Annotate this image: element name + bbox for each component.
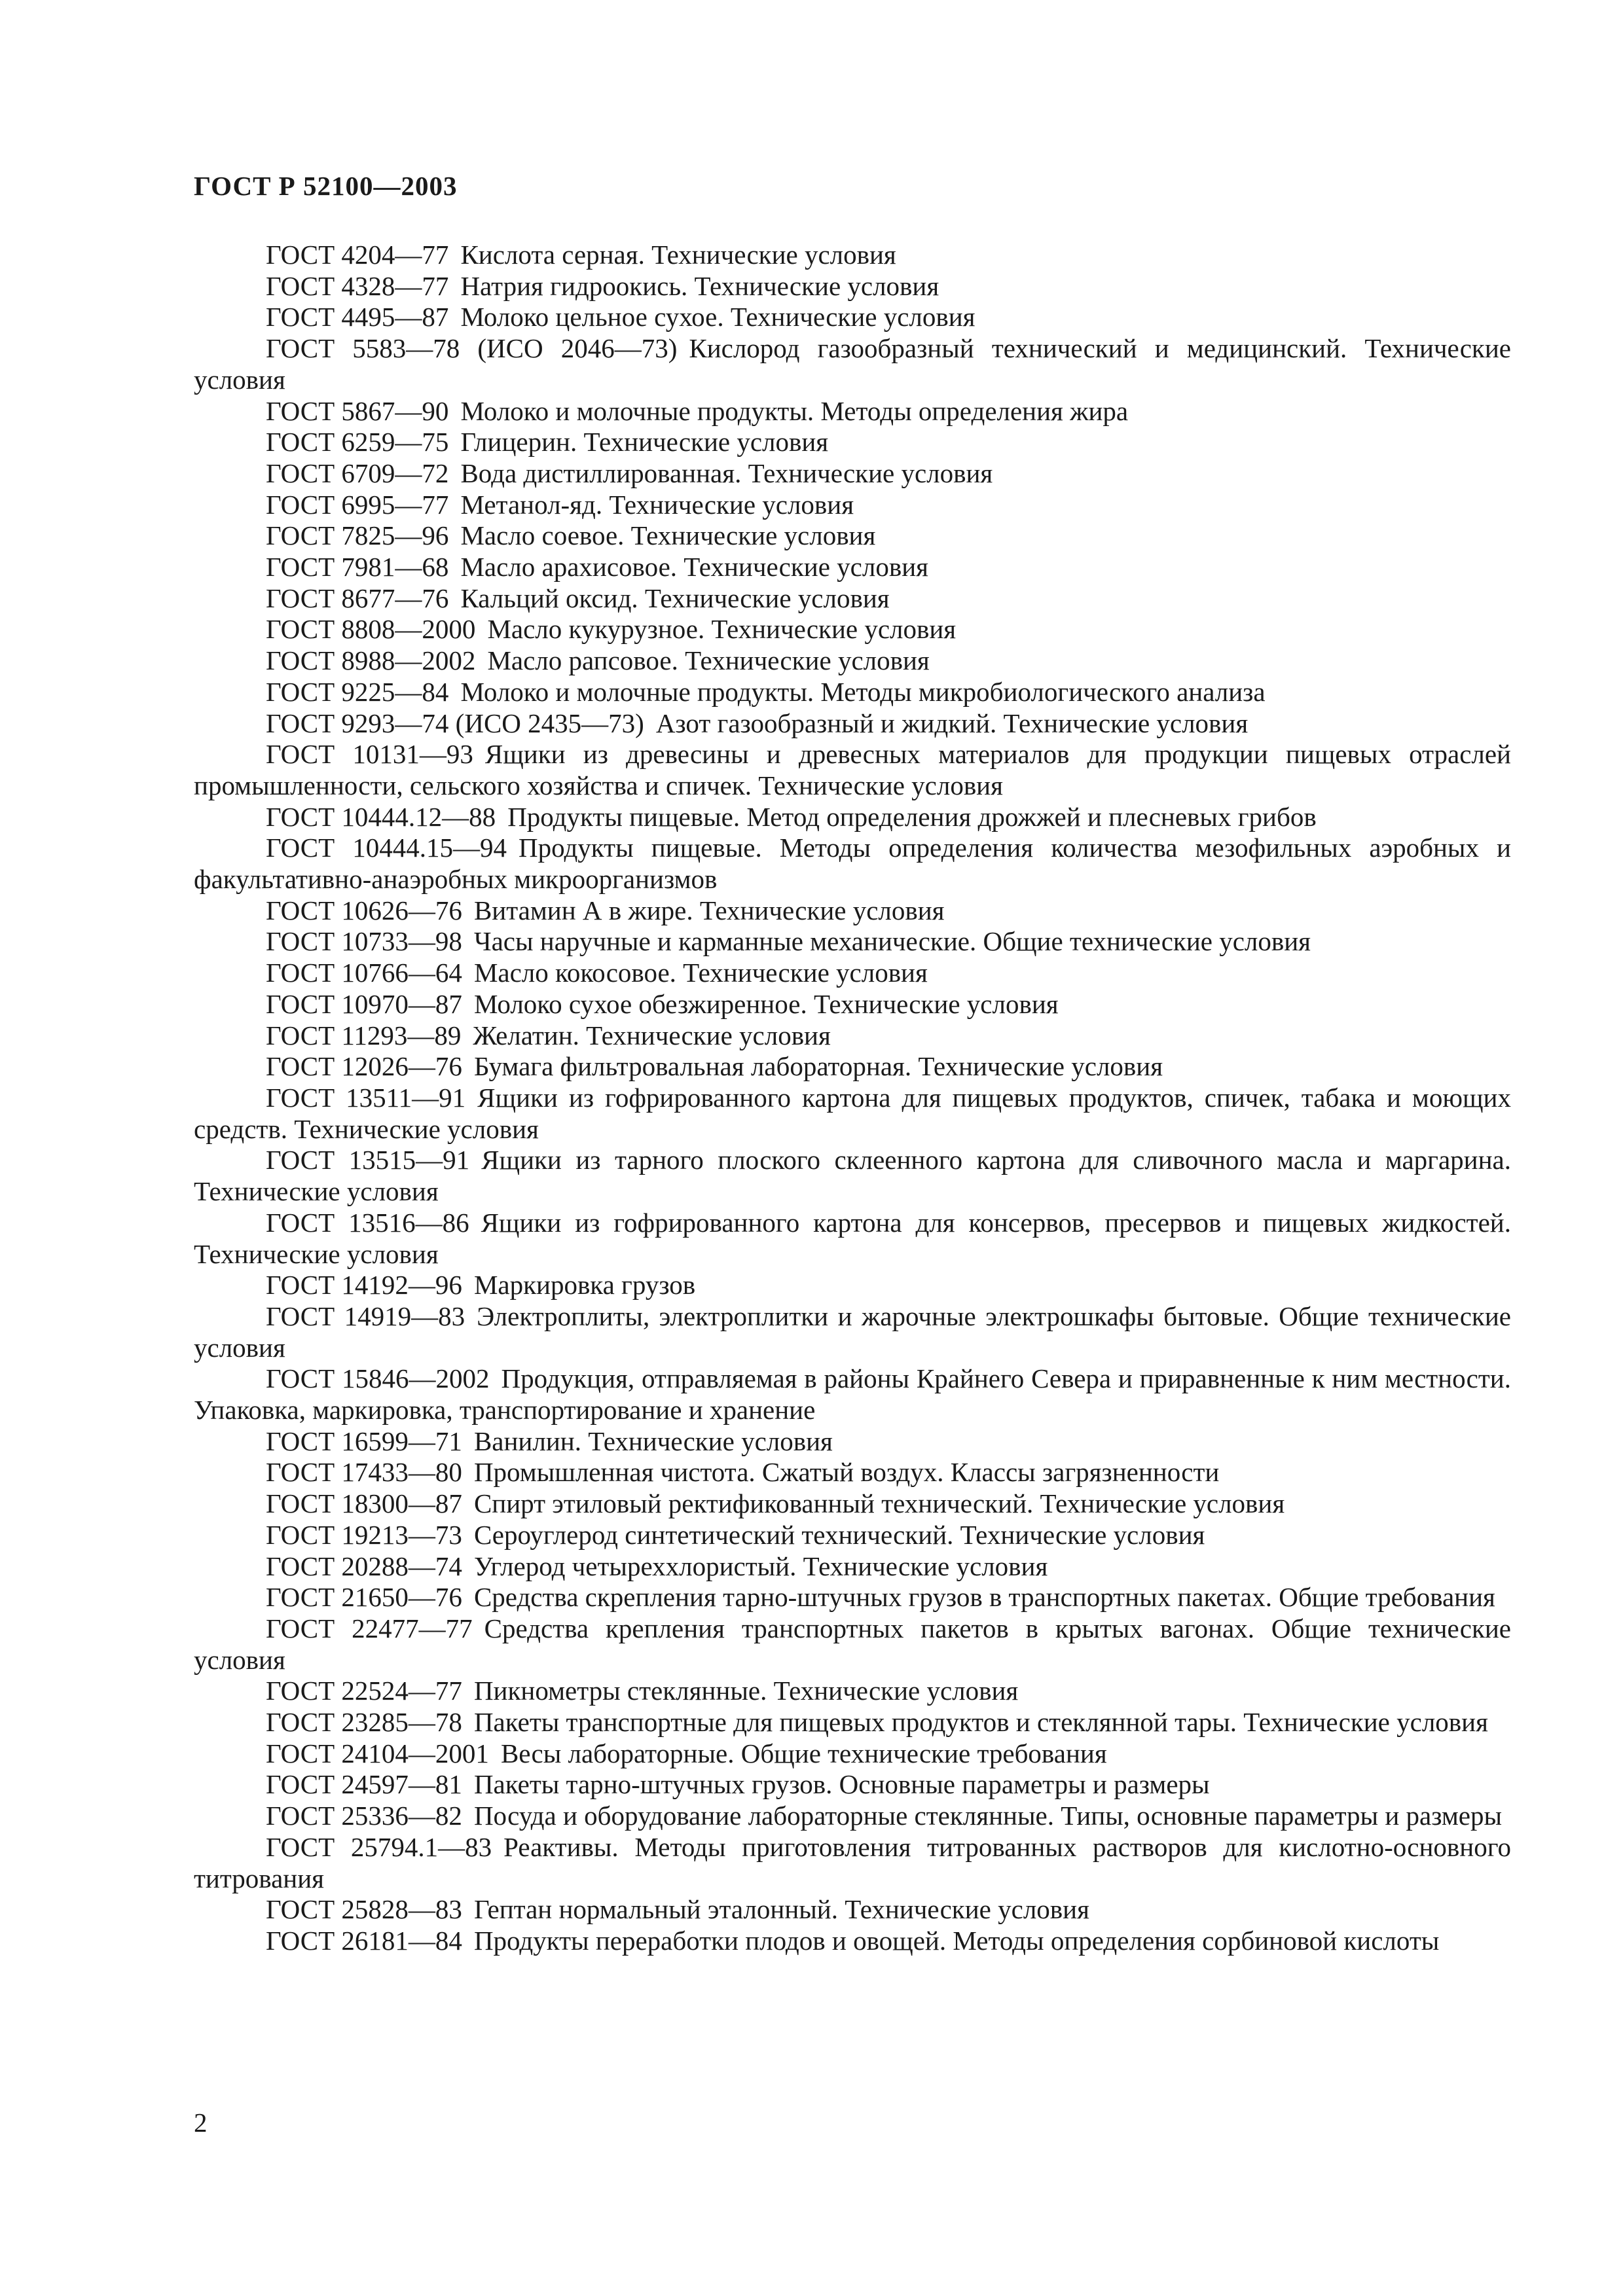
reference-title: Масло кокосовое. Технические условия [473, 958, 928, 988]
reference-item [194, 1145, 1511, 1207]
reference-code: ГОСТ 22477—77 [266, 1613, 473, 1643]
reference-code: ГОСТ 10970—87 [266, 988, 462, 1019]
reference-title: Молоко и молочные продукты. Методы микробиологического анализа [460, 676, 1266, 707]
reference-code: ГОСТ 4328—77 [266, 270, 449, 301]
reference-code: ГОСТ 17433—80 [266, 1457, 462, 1488]
reference-code: ГОСТ 12026—76 [266, 1051, 462, 1082]
reference-code: ГОСТ 13511—91 [266, 1082, 466, 1113]
reference-title: Азот газообразный и жидкий. Технические условия [655, 708, 1249, 738]
reference-title: Пикнометры стеклянные. Технические условия [473, 1676, 1019, 1706]
reference-title: Продукты пищевые. Методы определения количества мезофильных аэробных и факультативно-анаэробных микроорганизмов [194, 833, 1511, 895]
reference-title: Витамин А в жире. Технические условия [473, 895, 945, 925]
reference-title: Молоко цельное сухое. Технические условия [460, 302, 976, 332]
reference-title: Кислота серная. Технические условия [460, 240, 896, 270]
reference-code: ГОСТ 14192—96 [266, 1270, 462, 1300]
reference-item [194, 1208, 1511, 1270]
reference-item [194, 302, 1511, 333]
reference-code: ГОСТ 14919—83 [266, 1300, 465, 1331]
reference-title: Ящики из гофрированного картона для пищевых продуктов, спичек, табака и моющих средств. Технические условия [194, 1082, 1511, 1144]
reference-code: ГОСТ 8677—76 [266, 583, 449, 613]
reference-item [194, 1363, 1511, 1426]
reference-code: ГОСТ 8808—2000 [266, 614, 476, 645]
reference-title: Кислород газообразный технический и медицинский. Технические условия [194, 333, 1511, 395]
reference-title: Продукты переработки плодов и овощей. Методы определения сорбиновой кислоты [473, 1925, 1440, 1956]
reference-code: ГОСТ 8988—2002 [266, 645, 476, 676]
reference-code: ГОСТ 15846—2002 [266, 1363, 490, 1394]
reference-title: Кальций оксид. Технические условия [460, 583, 890, 613]
reference-title: Ящики из древесины и древесных материалов для продукции пищевых отраслей промышленности, сельского хозяйства и спичек. Технические условия [194, 739, 1511, 800]
reference-title: Масло кукурузное. Технические условия [487, 614, 957, 645]
reference-title: Метанол-яд. Технические условия [460, 489, 854, 520]
reference-item [194, 458, 1511, 490]
reference-code: ГОСТ 10626—76 [266, 895, 462, 925]
reference-title: Углерод четыреххлористый. Технические условия [473, 1551, 1048, 1581]
reference-title: Молоко и молочные продукты. Методы определения жира [460, 395, 1129, 426]
reference-item [194, 1020, 1511, 1052]
reference-code: ГОСТ 18300—87 [266, 1488, 462, 1519]
reference-item [194, 520, 1511, 552]
reference-title: Спирт этиловый ректификованный технический. Технические условия [473, 1488, 1285, 1519]
reference-title: Пакеты транспортные для пищевых продуктов и стеклянной тары. Технические условия [473, 1707, 1488, 1738]
reference-item [194, 1551, 1511, 1583]
reference-code: ГОСТ 10444.12—88 [266, 801, 496, 832]
reference-item [194, 1613, 1511, 1676]
reference-title: Молоко сухое обезжиренное. Технические условия [473, 988, 1059, 1019]
reference-item [194, 708, 1511, 740]
reference-item [194, 1426, 1511, 1458]
reference-title: Средства скрепления тарно-штучных грузов в транспортных пакетах. Общие требования [473, 1582, 1495, 1613]
reference-title: Натрия гидроокись. Технические условия [460, 270, 939, 301]
reference-code: ГОСТ 16599—71 [266, 1426, 462, 1456]
reference-title: Часы наручные и карманные механические. Общие технические условия [473, 926, 1311, 957]
reference-code: ГОСТ 24104—2001 [266, 1738, 489, 1768]
reference-title: Реактивы. Методы приготовления титрованных растворов для кислотно-основного титрования [194, 1831, 1511, 1893]
reference-code: ГОСТ 7981—68 [266, 552, 449, 583]
reference-code: ГОСТ 5583—78 (ИСО 2046—73) [266, 333, 678, 364]
reference-title: Желатин. Технические условия [473, 1020, 831, 1050]
reference-title: Электроплиты, электроплитки и жарочные электрошкафы бытовые. Общие технические условия [194, 1300, 1511, 1363]
reference-item [194, 396, 1511, 427]
reference-code: ГОСТ 9225—84 [266, 676, 449, 707]
reference-item [194, 958, 1511, 989]
reference-title: Маркировка грузов [473, 1270, 696, 1300]
reference-item [194, 552, 1511, 583]
reference-code: ГОСТ 4495—87 [266, 302, 449, 332]
reference-item [194, 1488, 1511, 1520]
reference-item [194, 1894, 1511, 1926]
reference-item [194, 614, 1511, 645]
reference-item [194, 1457, 1511, 1488]
reference-item [194, 1083, 1511, 1145]
reference-title: Продукция, отправляемая в районы Крайнего Севера и приравненные к ним местности. Упаковка, маркировка, транспортирование и хранение [194, 1363, 1511, 1426]
reference-code: ГОСТ 10733—98 [266, 926, 462, 957]
reference-item [194, 833, 1511, 895]
reference-item [194, 1051, 1511, 1083]
reference-title: Весы лабораторные. Общие технические требования [500, 1738, 1107, 1768]
reference-title: Продукты пищевые. Метод определения дрожжей и плесневых грибов [507, 801, 1317, 832]
reference-code: ГОСТ 7825—96 [266, 520, 449, 551]
reference-code: ГОСТ 22524—77 [266, 1676, 462, 1706]
reference-item [194, 333, 1511, 395]
reference-title: Ящики из гофрированного картона для консервов, пресервов и пищевых жидкостей. Технические условия [194, 1207, 1511, 1269]
reference-code: ГОСТ 21650—76 [266, 1582, 462, 1613]
page-number: 2 [194, 2108, 208, 2138]
reference-item [194, 1801, 1511, 1832]
reference-item [194, 1676, 1511, 1707]
reference-item [194, 802, 1511, 833]
reference-title: Масло соевое. Технические условия [460, 520, 876, 551]
reference-item [194, 895, 1511, 927]
reference-item [194, 1707, 1511, 1738]
references-list [194, 240, 1511, 1957]
reference-code: ГОСТ 26181—84 [266, 1925, 462, 1956]
reference-item [194, 677, 1511, 708]
reference-item [194, 926, 1511, 958]
reference-title: Ванилин. Технические условия [473, 1426, 833, 1456]
reference-title: Вода дистиллированная. Технические условия [460, 457, 993, 488]
reference-code: ГОСТ 25794.1—83 [266, 1831, 492, 1862]
reference-title: Глицерин. Технические условия [460, 427, 829, 457]
reference-code: ГОСТ 5867—90 [266, 395, 449, 426]
reference-title: Пакеты тарно-штучных грузов. Основные параметры и размеры [473, 1769, 1210, 1800]
reference-item [194, 427, 1511, 458]
reference-item [194, 1582, 1511, 1613]
reference-title: Гептан нормальный эталонный. Технические условия [473, 1894, 1089, 1925]
reference-code: ГОСТ 10444.15—94 [266, 833, 507, 863]
reference-code: ГОСТ 9293—74 (ИСО 2435—73) [266, 708, 644, 738]
reference-code: ГОСТ 11293—89 [266, 1020, 462, 1050]
reference-code: ГОСТ 10131—93 [266, 739, 473, 770]
reference-title: Средства крепления транспортных пакетов в крытых вагонах. Общие технические условия [194, 1613, 1511, 1675]
reference-item [194, 240, 1511, 271]
reference-item [194, 1926, 1511, 1957]
reference-code: ГОСТ 6259—75 [266, 427, 449, 457]
reference-code: ГОСТ 19213—73 [266, 1519, 462, 1550]
reference-code: ГОСТ 25828—83 [266, 1894, 462, 1925]
reference-code: ГОСТ 6995—77 [266, 489, 449, 520]
reference-title: Бумага фильтровальная лабораторная. Технические условия [473, 1051, 1163, 1082]
reference-item [194, 739, 1511, 801]
reference-item [194, 1832, 1511, 1894]
reference-item [194, 1769, 1511, 1801]
reference-title: Масло рапсовое. Технические условия [487, 645, 930, 676]
reference-item [194, 1301, 1511, 1363]
reference-code: ГОСТ 4204—77 [266, 240, 449, 270]
reference-title: Масло арахисовое. Технические условия [460, 552, 928, 583]
reference-code: ГОСТ 13516—86 [266, 1207, 469, 1238]
reference-code: ГОСТ 23285—78 [266, 1707, 462, 1738]
reference-code: ГОСТ 6709—72 [266, 457, 449, 488]
reference-code: ГОСТ 13515—91 [266, 1145, 470, 1175]
reference-item [194, 989, 1511, 1020]
reference-item [194, 1738, 1511, 1770]
reference-title: Посуда и оборудование лабораторные стеклянные. Типы, основные параметры и размеры [473, 1801, 1503, 1831]
reference-title: Ящики из тарного плоского склеенного картона для сливочного масла и маргарина. Технические условия [194, 1145, 1511, 1207]
reference-title: Промышленная чистота. Сжатый воздух. Классы загрязненности [473, 1457, 1220, 1488]
reference-code: ГОСТ 20288—74 [266, 1551, 462, 1581]
reference-item [194, 271, 1511, 302]
reference-code: ГОСТ 24597—81 [266, 1769, 462, 1800]
reference-item [194, 583, 1511, 615]
reference-code: ГОСТ 25336—82 [266, 1801, 462, 1831]
reference-title: Сероуглерод синтетический технический. Технические условия [473, 1519, 1205, 1550]
reference-item [194, 1520, 1511, 1551]
reference-item [194, 1270, 1511, 1301]
reference-item [194, 645, 1511, 677]
document-header: ГОСТ Р 52100—2003 [194, 171, 458, 201]
reference-code: ГОСТ 10766—64 [266, 958, 462, 988]
reference-item [194, 490, 1511, 521]
